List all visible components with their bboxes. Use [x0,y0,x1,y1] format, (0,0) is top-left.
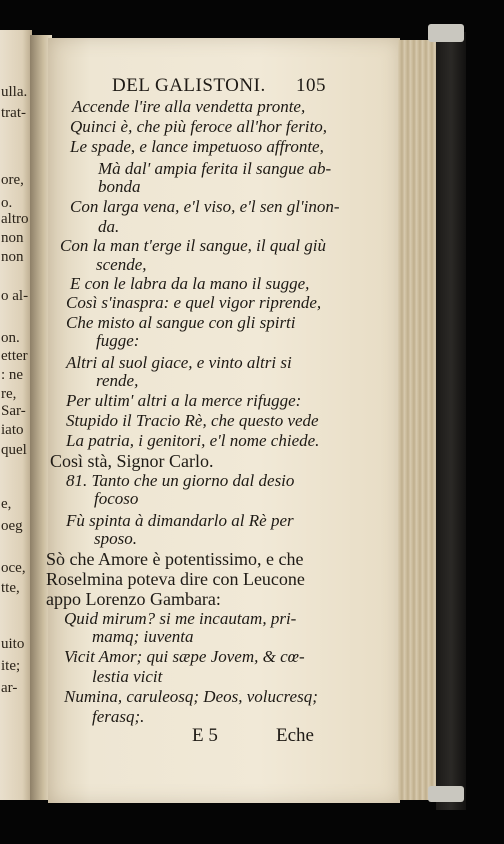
running-title: DEL GALISTONI. [112,75,266,96]
text-line: bonda [98,177,141,196]
book-cover [436,32,466,810]
fragment: trat- [1,105,26,121]
fragment: iato [1,422,24,438]
fragment: tte, [1,580,20,596]
fragment: etter [1,348,28,364]
fragment: non [1,230,24,246]
text-line: Altri al suol giace, e vinto altri si [66,353,292,372]
text-line: Numina, caruleosq; Deos, volucresq; [64,687,318,706]
text-line: Vicit Amor; qui sæpe Jovem, & cœ- [64,647,305,666]
text-line: ferasq;. [92,707,145,726]
fragment: ar- [1,680,18,696]
text-line: fugge: [96,331,140,350]
text-line: E con le labra da la mano il sugge, [70,274,310,293]
text-line: da. [98,217,120,236]
text-line: Accende l'ire alla vendetta pronte, [72,97,306,116]
fragment: re, [1,386,17,402]
text-line: Fù spinta à dimandarlo al Rè per [66,511,294,530]
page-clip-bottom [428,786,464,802]
text-line: sposo. [94,529,137,548]
text-line: La patria, i genitori, e'l nome chiede. [66,431,320,450]
text-line: Quid mirum? si me incautam, pri- [64,609,297,628]
text-line: Per ultim' altri a la merce rifugge: [66,391,302,410]
fragment: Sar- [1,403,26,419]
text-line: Con la man t'erge il sangue, il qual giù [60,236,327,255]
text-line: Le spade, e lance impetuoso affronte, [70,137,324,156]
fragment: oce, [1,560,26,576]
page-number: 105 [296,75,326,96]
signature-mark: E 5 [192,725,218,746]
page-edges [398,40,440,800]
text-line: Così stà, Signor Carlo. [50,451,214,471]
fragment: e, [1,496,12,512]
text-line: Con larga vena, e'l viso, e'l sen gl'inon- [70,197,340,216]
fragment: non [1,249,24,265]
text-line: focoso [94,489,139,508]
text-line: Mà dal' ampia ferita il sangue ab- [98,159,332,178]
fragment: altro [1,211,29,227]
fragment: on. [1,330,20,346]
text-line: appo Lorenzo Gambara: [46,589,221,609]
fragment: ulla. [1,84,28,100]
text-line: mamq; iuventa [92,627,194,646]
fragment: : ne [1,367,24,383]
text-line: rende, [96,371,139,390]
fragment: uito [1,636,25,652]
text-line: Sò che Amore è potentissimo, e che [46,549,304,569]
fragment: o al- [1,288,29,304]
text-line: Che misto al sangue con gli spirti [66,313,296,332]
text-line: scende, [96,255,147,274]
fragment: oeg [1,518,23,534]
fragment: ore, [1,172,24,188]
text-line: Quinci è, che più feroce all'hor ferito, [70,117,328,136]
text-line: Roselmina poteva dire con Leucone [46,569,305,589]
catchword: Eche [276,725,314,746]
text-line: 81. Tanto che un giorno dal desio [66,471,295,490]
text-line: Così s'inaspra: e quel vigor riprende, [66,293,322,312]
text-line: Stupido il Tracio Rè, che questo vede [66,411,319,430]
fragment: ite; [1,658,21,674]
page-clip-top [428,24,464,42]
fragment: quel [1,442,27,458]
previous-page-edge [0,30,32,800]
fragment: o. [1,195,13,211]
text-line: lestia vicit [92,667,163,686]
